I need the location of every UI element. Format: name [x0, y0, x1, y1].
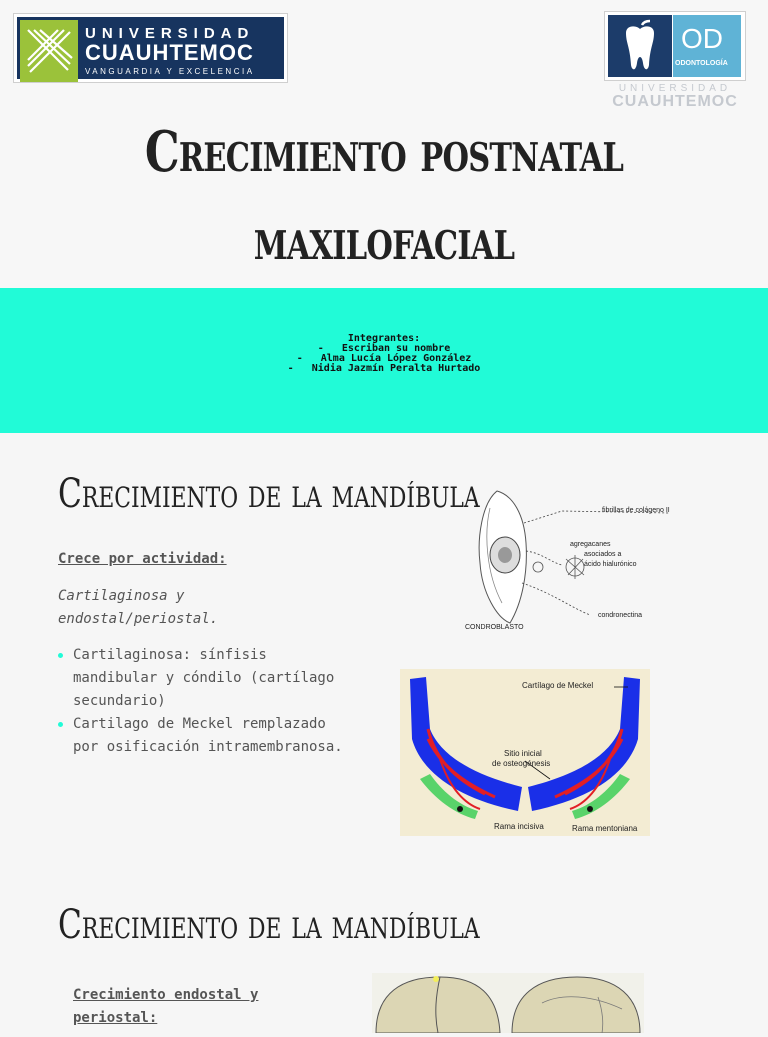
mandible-growth-slide-2 — [0, 878, 768, 1024]
logo-tagline: VANGUARDIA Y EXCELENCIA — [85, 67, 255, 76]
endostal-heading — [73, 984, 258, 1030]
team-member: - Escriban su nombre — [317, 343, 451, 354]
team-member: - Alma Lucía López González — [296, 353, 472, 364]
skull-figure — [372, 973, 644, 1033]
figure-label: Rama mentoniana — [572, 824, 638, 833]
tooth-icon — [608, 15, 672, 77]
team-member: - Nidia Jazmín Peralta Hurtado — [287, 363, 481, 374]
endostal-heading-line-1: Crecimiento endostal y — [73, 987, 259, 1003]
od-caption-2: CUAUHTEMOC — [612, 93, 738, 110]
figure-label: asociados a — [584, 551, 622, 558]
title-line-1: Crecimiento postnatal — [144, 119, 624, 185]
team-label: Integrantes: — [347, 333, 421, 344]
bullet-text: Cartilago de Meckel remplazado por osificación intramembranosa. — [73, 716, 343, 755]
universidad-cuauhtemoc-logo — [13, 13, 288, 83]
figure-label: agregacanes — [570, 541, 611, 548]
od-letters: OD — [681, 23, 723, 54]
list-item — [58, 713, 358, 759]
growth-activity-types: Cartilaginosa y endostal/periostal. — [58, 588, 219, 627]
eagle-icon — [20, 20, 78, 82]
figure-label: ácido hialurónico — [584, 561, 637, 568]
bullet-text: Cartilaginosa: sínfisis mandibular y cóndilo (cartílago secundario) — [73, 647, 335, 709]
title-line-2: maxilofacial — [253, 207, 515, 273]
team-band — [0, 288, 768, 433]
bullet-icon — [58, 722, 63, 727]
title-slide — [0, 0, 768, 433]
growth-activity-heading: Crece por actividad: — [58, 551, 227, 567]
list-item — [58, 644, 358, 713]
growth-bullet-list — [58, 644, 358, 759]
team-list — [0, 334, 768, 374]
chondroblast-figure — [462, 483, 677, 638]
figure-label: Sitio inicial — [504, 749, 542, 758]
slide-title: Crecimiento de la mandíbula — [58, 471, 480, 517]
meckel-cartilage-figure — [400, 669, 650, 836]
figure-label: de osteogénesis — [492, 759, 551, 768]
slide-title: Crecimiento de la mandíbula — [58, 902, 480, 948]
logo-line-1: UNIVERSIDAD — [85, 25, 255, 42]
od-subtitle: ODONTOLOGÍA — [675, 60, 728, 67]
figure-label: CONDROBLASTO — [465, 624, 524, 631]
figure-label: fibrillas de colágeno II — [602, 507, 670, 514]
figure-label: Cartílago de Meckel — [522, 681, 594, 690]
endostal-heading-line-2: periostal: — [73, 1010, 158, 1026]
logo-line-2: CUAUHTEMOC — [85, 40, 254, 65]
od-caption-1: UNIVERSIDAD — [618, 83, 732, 94]
odontologia-logo — [604, 11, 746, 111]
presentation-title — [84, 108, 683, 284]
bullet-icon — [58, 653, 63, 658]
figure-label: condronectina — [598, 612, 642, 619]
mandible-growth-slide — [0, 433, 768, 878]
figure-label: Rama incisiva — [494, 822, 544, 831]
